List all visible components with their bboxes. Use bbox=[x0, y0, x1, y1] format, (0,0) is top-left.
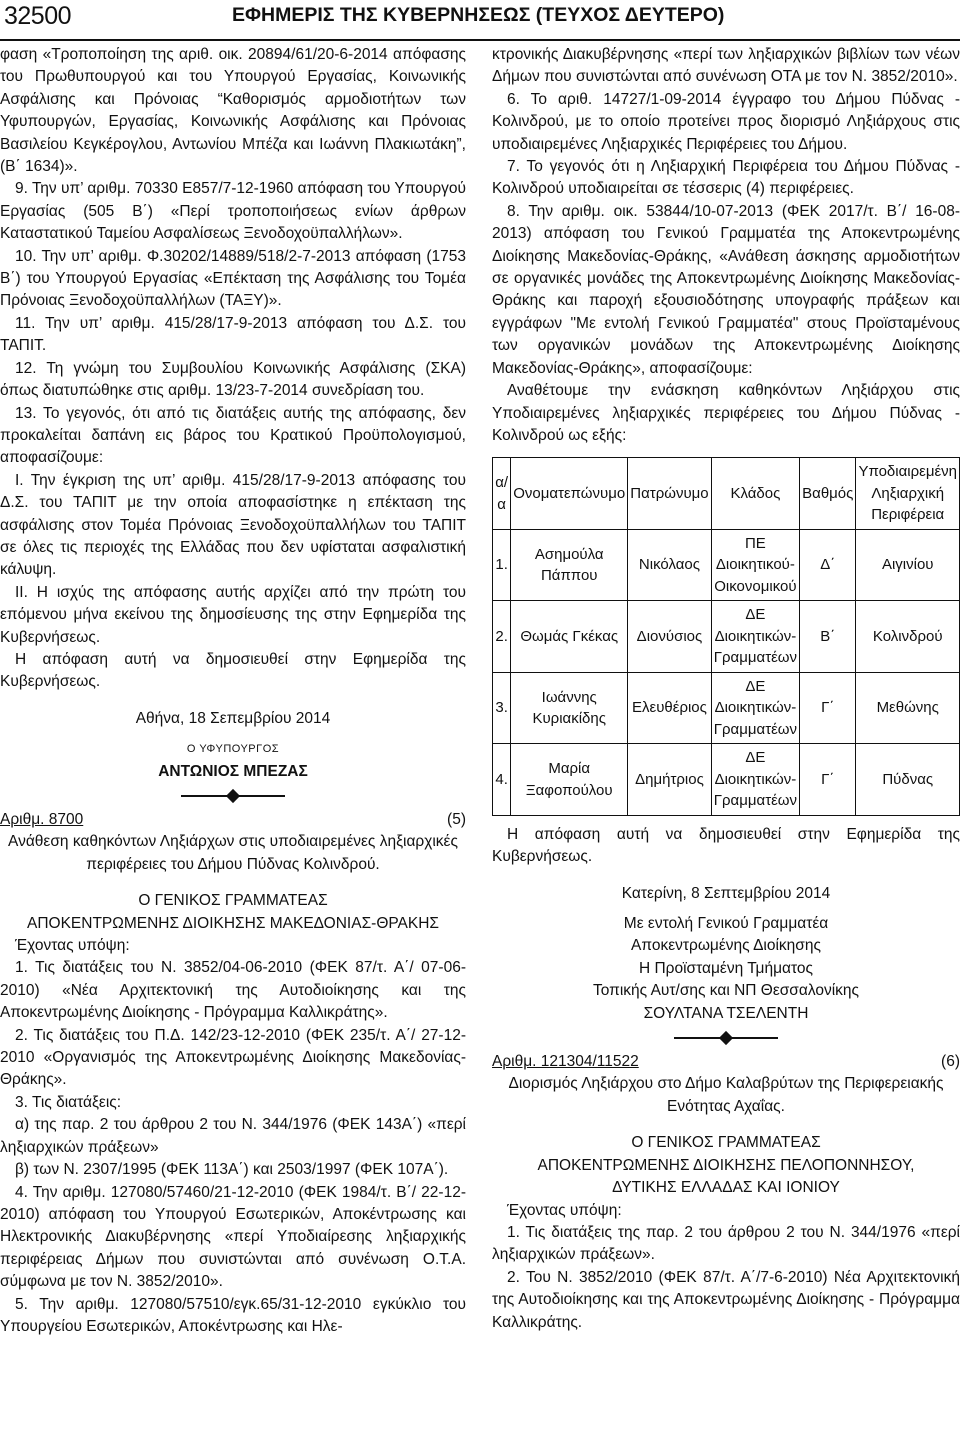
consideration-1: 1. Τις διατάξεις του Ν. 3852/04-06-2010 (ΦΕΚ 87/τ. Α΄/ 07-06-2010) «Νέα Αρχιτεκτονική της Αυτοδιοίκησης και της Αποκεντρωμένης Διοίκησης - Πρόγραμμα Καλλικράτης». bbox=[0, 959, 466, 1022]
table-cell: Γ΄ bbox=[800, 672, 856, 744]
signer-role: Ο ΥΦΥΠΟΥΡΓΟΣ bbox=[186, 743, 280, 756]
considering-heading: Έχοντας υπόψη: bbox=[507, 1201, 622, 1219]
page-number: 32500 bbox=[4, 2, 72, 30]
authority-line-1: Ο ΓΕΝΙΚΟΣ ΓΡΑΜΜΑΤΕΑΣ bbox=[631, 1134, 821, 1152]
consideration-6: 6. Το αριθ. 14727/1-09-2014 έγγραφο του Δήμου Πύδνας - Κολινδρού, με το οποίο προτείνει προς διορισμό Ληξιάρχους στις υποδιαιρεμένες Ληξιαρχικές Περιφέρειες του Δήμου. bbox=[492, 90, 960, 153]
place-date: Κατερίνη, 8 Σεπτεμβρίου 2014 bbox=[621, 884, 831, 902]
registrar-table bbox=[492, 457, 960, 816]
diamond-icon bbox=[226, 789, 240, 803]
table-cell: Κολινδρού bbox=[856, 601, 960, 673]
table-cell: Ασημούλα Πάππου bbox=[511, 529, 628, 601]
table-cell: Μεθώνης bbox=[856, 672, 960, 744]
table-cell: 3. bbox=[493, 672, 511, 744]
table-cell: Δ΄ bbox=[800, 529, 856, 601]
table-cell: 2. bbox=[493, 601, 511, 673]
publish-order: Η απόφαση αυτή να δημοσιευθεί στην Εφημερίδα της Κυβερνήσεως. bbox=[0, 650, 466, 691]
table-cell: Αιγινίου bbox=[856, 529, 960, 601]
authority-line-2: ΑΠΟΚΕΝΤΡΩΜΕΝΗΣ ΔΙΟΙΚΗΣΗΣ ΜΑΚΕΔΟΝΙΑΣ-ΘΡΑΚΗΣ bbox=[26, 914, 440, 932]
table-header-cell: Υποδιαιρεμένη Ληξιαρχική Περιφέρεια bbox=[856, 458, 960, 530]
decision-i: Ι. Την έγκριση της υπ’ αριθμ. 415/28/17-9-2013 απόφασης του Δ.Σ. του ΤΑΠΙΤ με την οποία αποφασίστηκε η επέκταση της ασφάλισης στον Τομέα Πρόνοιας Ξενοδοχοϋπαλλήλων του ΤΑΠΙΤ σε όλες τις περιοχές της Ελλάδας που δεν υφίσταται ασφαλιστική κάλυψη. bbox=[0, 471, 466, 579]
place-date: Αθήνα, 18 Σεπεμβρίου 2014 bbox=[135, 709, 331, 727]
notice-number: Αριθμ. 8700 bbox=[0, 811, 84, 828]
page-header bbox=[0, 0, 960, 44]
table-cell: Δημήτριος bbox=[628, 744, 711, 816]
consideration-3: 3. Τις διατάξεις: bbox=[15, 1093, 122, 1111]
consideration-5-continued: κτρονικής Διακυβέρνησης «περί των ληξιαρχικών βιβλίων των νέων Δήμων που συνιστώνται από συνένωση ΟΤΑ με τον Ν. 3852/2010». bbox=[492, 46, 960, 86]
authority-line-1: Ο ΓΕΝΙΚΟΣ ΓΡΑΜΜΑΤΕΑΣ bbox=[138, 892, 328, 910]
clause-11: 11. Την υπ’ αριθμ. 415/28/17-9-2013 απόφαση του Δ.Σ. του ΤΑΠΙΤ. bbox=[0, 314, 466, 355]
signature-line-1: Με εντολή Γενικού Γραμματέα bbox=[623, 915, 829, 933]
table-cell: Θωμάς Γκέκας bbox=[511, 601, 628, 673]
signature-line-2: Αποκεντρωμένης Διοίκησης bbox=[631, 937, 821, 955]
authority-line-3: ΔΥΤΙΚΗΣ ΕΛΛΑΔΑΣ ΚΑΙ ΙΟΝΙΟΥ bbox=[612, 1179, 840, 1197]
signer-name: ΣΟΥΛΤΑΝΑ ΤΣΕΛΕΝΤΗ bbox=[643, 1004, 809, 1022]
consideration-8: 8. Την αριθμ. οικ. 53844/10-07-2013 (ΦΕΚ 2017/τ. Β΄/ 16-08-2013) απόφαση του Γενικού Γραμματέα της Αποκεντρωμένης Διοίκησης Μακεδονίας-Θράκης, «Ανάθεση άσκησης αρμοδιοτήτων σε οργανικές μονάδες της Αποκεντρωμένης Διοίκησης Μακεδονίας-Θράκης και παροχή εξουσιοδότησης υπογραφής πράξεων και εγγράφων "Με εντολή Γενικού Γραμματέα" στους Προϊσταμένους των οργανικών μονάδων της Αποκεντρωμένης Διοίκησης Μακεδονίας-Θράκης», αποφασίζουμε: bbox=[492, 202, 960, 377]
diamond-icon bbox=[719, 1031, 733, 1045]
table-cell: Β΄ bbox=[800, 601, 856, 673]
table-cell: ΔΕ Διοικητικών-Γραμματέων bbox=[711, 601, 799, 673]
table-cell: Μαρία Ξαφοπούλου bbox=[511, 744, 628, 816]
signature-line-3: Η Προϊσταμένη Τμήματος bbox=[638, 959, 813, 977]
table-cell: ΠΕ Διοικητικού-Οικονομικού bbox=[711, 529, 799, 601]
table-header-cell: Βαθμός bbox=[800, 458, 856, 530]
table-row bbox=[493, 529, 960, 601]
clause-9: 9. Την υπ’ αριθμ. 70330 Ε857/7-12-1960 απόφαση του Υπουργού Εργασίας (505 Β΄) «Περί τροποποιήσεως ενίων άρθρων Καταστατικού Ταμείου Ασφαλίσεως Ξενοδοχοϋπαλλήλων». bbox=[0, 180, 466, 243]
consideration-4: 4. Την αριθμ. 127080/57460/21-12-2010 (ΦΕΚ 1984/τ. Β΄/ 22-12-2010) απόφαση του Υπουργού Εσωτερικών, Αποκέντρωσης και Ηλεκτρονικής Διακυβέρνησης «περί Υποδιαίρεσης ληξιαρχικής περιφέρειας Δήμων που συνιστώνται από συνένωση Ο.Τ.Α. σύμφωνα με τον Ν. 3852/2010». bbox=[0, 1183, 466, 1291]
table-header-cell: Κλάδος bbox=[711, 458, 799, 530]
section-separator bbox=[492, 1031, 960, 1045]
signer-name: ΑΝΤΩΝΙΟΣ ΜΠΕΖΑΣ bbox=[158, 762, 308, 780]
notice-header bbox=[0, 809, 466, 831]
intro-paragraph: φαση «Τροποποίηση της αριθ. οικ. 20894/61/20-6-2014 απόφασης του Πρωθυπουργού και του Υπουργού Εργασίας, Κοινωνικής Ασφάλισης και Πρόνοιας “Καθορισμός αρμοδιοτήτων των Υφυπουργών, Εργασίας, Κοινωνικής Ασφάλισης και Πρόνοιας Βασιλείου Κεγκέρογλου, Αντωνίου Μπέζα και Ιωάννη Πλακιωτάκη”, (Β΄ 1634)». bbox=[0, 46, 466, 176]
table-header-cell: Πατρώνυμο bbox=[628, 458, 711, 530]
section-separator bbox=[0, 789, 466, 803]
consideration-2: 2. Τις διατάξεις του Π.Δ. 142/23-12-2010 (ΦΕΚ 235/τ. Α΄/ 27-12-2010 «Οργανισμός της Αποκεντρωμένης Διοίκησης Μακεδονίας-Θράκης». bbox=[0, 1026, 466, 1089]
consideration-7: 7. Το γεγονός ότι η Ληξιαρχική Περιφέρεια του Δήμου Πύδνας - Κολινδρού υποδιαιρείται σε τέσσερις (4) περιφέρειες. bbox=[492, 158, 960, 198]
decision-ii: ΙΙ. Η ισχύς της απόφασης αυτής αρχίζει από την πρώτη του επόμενου μήνα εκείνου της δημοσίευσης της στην Εφημερίδα της Κυβερνήσεως. bbox=[0, 583, 466, 646]
table-cell: Ελευθέριος bbox=[628, 672, 711, 744]
gazette-title: ΕΦΗΜΕΡΙΣ ΤΗΣ ΚΥΒΕΡΝΗΣΕΩΣ (ΤΕΥΧΟΣ ΔΕΥΤΕΡΟ) bbox=[232, 4, 725, 26]
left-column bbox=[0, 44, 466, 1338]
notice-number: Αριθμ. 121304/11522 bbox=[492, 1053, 639, 1071]
consideration-3b: β) των Ν. 2307/1995 (ΦΕΚ 113Α΄) και 2503/1997 (ΦΕΚ 107Α΄). bbox=[15, 1161, 449, 1179]
table-row bbox=[493, 601, 960, 673]
consideration-2: 2. Του Ν. 3852/2010 (ΦΕΚ 87/τ. Α΄/7-6-2010) Νέα Αρχιτεκτονική της Αυτοδιοίκησης και της Αποκεντρωμένης Διοίκησης - Πρόγραμμα Καλλικράτης. bbox=[492, 1268, 960, 1331]
publish-order: Η απόφαση αυτή να δημοσιευθεί στην Εφημερίδα της Κυβερνήσεως. bbox=[492, 825, 960, 866]
consideration-3a: α) της παρ. 2 του άρθρου 2 του Ν. 344/1976 (ΦΕΚ 143Α΄) «περί ληξιαρχικών πράξεων» bbox=[0, 1116, 466, 1156]
table-cell: Νικόλαος bbox=[628, 529, 711, 601]
table-row bbox=[493, 672, 960, 744]
table-header-cell: α/α bbox=[493, 458, 511, 530]
considering-heading: Έχοντας υπόψη: bbox=[15, 937, 130, 955]
decision-text: Αναθέτουμε την ενάσκηση καθηκόντων Ληξιάρχου στις Υποδιαιρεμένες ληξιαρχικές περιφέρειες του Δήμου Πύδνας - Κολινδρού ως εξής: bbox=[492, 382, 960, 444]
table-cell: 1. bbox=[493, 529, 511, 601]
notice-index: (6) bbox=[941, 1053, 960, 1071]
consideration-1: 1. Τις διατάξεις της παρ. 2 του άρθρου 2 του Ν. 344/1976 «περί ληξιαρχικών πράξεων». bbox=[492, 1223, 960, 1264]
table-cell: Γ΄ bbox=[800, 744, 856, 816]
notice-title: Διορισμός Ληξιάρχου στο Δήμο Καλαβρύτων της Περιφερειακής Ενότητας Αχαΐας. bbox=[508, 1075, 944, 1115]
table-cell: Πύδνας bbox=[856, 744, 960, 816]
table-cell: Διονύσιος bbox=[628, 601, 711, 673]
notice-index: (5) bbox=[447, 811, 466, 828]
right-column bbox=[492, 44, 960, 1334]
table-row bbox=[493, 744, 960, 816]
table-header-row bbox=[493, 458, 960, 530]
table-cell: Ιωάννης Κυριακίδης bbox=[511, 672, 628, 744]
table-cell: ΔΕ Διοικητικών-Γραμματέων bbox=[711, 672, 799, 744]
notice-header bbox=[492, 1051, 960, 1073]
authority-line-2: ΑΠΟΚΕΝΤΡΩΜΕΝΗΣ ΔΙΟΙΚΗΣΗΣ ΠΕΛΟΠΟΝΝΗΣΟΥ, bbox=[537, 1156, 915, 1174]
signature-line-4: Τοπικής Αυτ/σης και ΝΠ Θεσσαλονίκης bbox=[593, 982, 859, 1000]
table-cell: ΔΕ Διοικητικών-Γραμματέων bbox=[711, 744, 799, 816]
table-header-cell: Ονοματεπώνυμο bbox=[511, 458, 628, 530]
table-cell: 4. bbox=[493, 744, 511, 816]
notice-title: Ανάθεση καθηκόντων Ληξιάρχων στις υποδιαιρεμένες ληξιαρχικές περιφέρειες του Δήμου Πύδνας Κολινδρού. bbox=[8, 833, 458, 873]
consideration-5: 5. Την αριθμ. 127080/57510/εγκ.65/31-12-2010 εγκύκλιο του Υπουργείου Εσωτερικών, Αποκέντρωσης και Ηλε- bbox=[0, 1295, 466, 1335]
clause-13: 13. Το γεγονός, ότι από τις διατάξεις αυτής της απόφασης, δεν προκαλείται δαπάνη εις βάρος του Κρατικού Προϋπολογισμού, αποφασίζουμε: bbox=[0, 404, 466, 467]
header-rule bbox=[0, 39, 960, 41]
clause-10: 10. Την υπ’ αριθμ. Φ.30202/14889/518/2-7-2013 απόφαση (1753 Β΄) του Υπουργού Εργασίας «Επέκταση της Ασφάλισης του Τομέα Πρόνοιας Ξενοδοχοϋπαλλήλων (ΤΑΞΥ)». bbox=[0, 247, 466, 310]
clause-12: 12. Τη γνώμη του Συμβουλίου Κοινωνικής Ασφάλισης (ΣΚΑ) όπως διατυπώθηκε στις αριθμ. 13/23-7-2014 συνεδρίαση του. bbox=[0, 359, 466, 400]
